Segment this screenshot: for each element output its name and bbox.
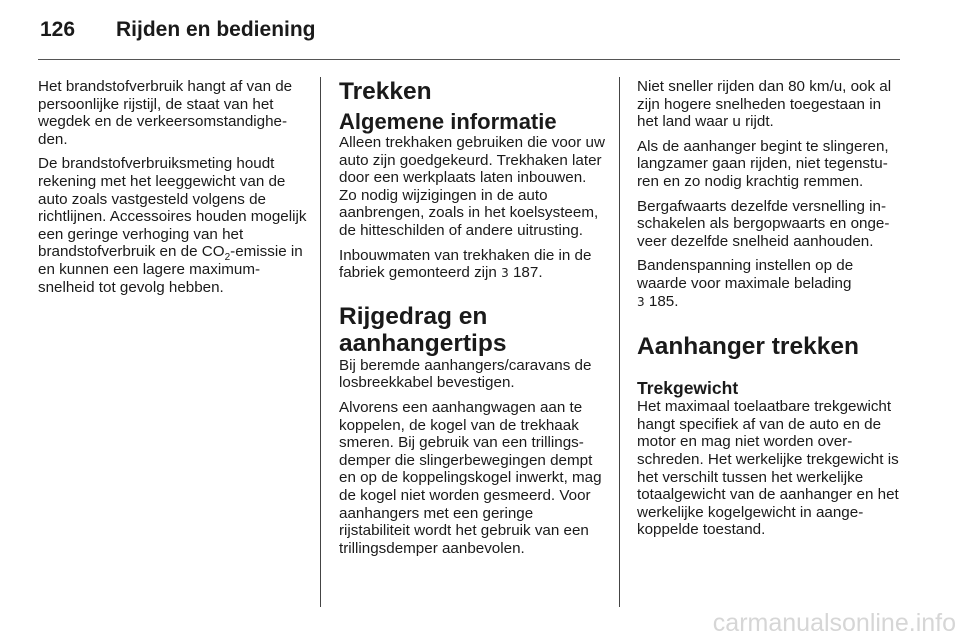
column-2 [339,78,607,564]
paragraph-fuel-consumption: Het brandstofverbruik hangt af van de persoonlijke rijstijl, de staat van het wegdek en de verkeersomstandigheden. [38,78,293,148]
page-reference-link[interactable]: 187. [512,264,543,282]
paragraph-tyre-pressure [637,257,903,311]
paragraph-towbar-dimensions [339,247,607,283]
paragraph-towbar: Alleen trekhaken gebruiken die voor uw auto zijn goedgekeurd. Trekhaken later door een werkplaats laten inbouwen. Zo nodig wijzigingen in de auto aanbrengen, zoals in het koelsysteem, de hitteschilden of andere uitrusting. [339,134,605,239]
header-divider [38,59,900,60]
page-reference-link[interactable]: 185. [648,292,679,310]
paragraph-downhill: Bergafwaarts dezelfde versnelling inschakelen als bergopwaarts en ongeveer dezelfde snelheid aanhouden. [637,197,890,250]
paragraph-breakaway-cable: Bij beremde aanhangers/caravans de losbreekkabel bevestigen. [339,356,592,392]
tyre-pressure-text: Bandenspanning instellen op de waarde voor maximale belading [637,257,854,292]
towbar-dimensions-text: Inbouwmaten van trekhaken die in de fabriek gemonteerd zijn [339,246,592,282]
paragraph-fuel-measurement [38,155,310,296]
column-3 [637,78,903,546]
subsection-title-general: Algemene informatie [339,109,557,134]
subsection-title-towing-weight: Trekgewicht [637,378,739,399]
fuel-measurement-text: De brandstofverbruiksmeting houdt rekening met het leeggewicht van de auto zoals vastgesteld volgens de richtlijnen. Accessoires houden mogelijk een geringe verhoging van het brandstofverbruik en de CO [38,155,307,261]
section-title-towing: Trekken [339,78,432,105]
page-reference-arrow-icon: 3 [637,294,645,309]
fuel-measurement-text-end: -emissie in en kunnen een lagere maximumsnelheid tot gevolg hebben. [38,243,303,296]
section-title-trailer-towing: Aanhanger trekken [637,333,859,361]
column-divider-2 [619,77,620,607]
page-reference-arrow-icon: 3 [501,266,509,281]
co2-subscript: 2 [224,252,231,264]
page-header [0,0,960,60]
paragraph-speed-limit: Niet sneller rijden dan 80 km/u, ook al zijn hogere snelheden toegestaan in het land waar u rijdt. [637,78,892,131]
paragraph-towing-weight: Het maximaal toelaatbare trekgewicht hangt specifiek af van de auto en de motor en mag niet worden overschreden. Het werkelijke trekgewicht is het verschilt tussen het werkelijke totaalgewicht van de aanhanger en het werkelijke kogelgewicht in aangekoppelde toestand. [637,398,899,539]
running-title: Rijden en bediening [116,18,316,41]
page-number: 126 [40,18,76,41]
section-title-driving-tips: Rijgedrag en aanhangertips [339,302,507,357]
paragraph-coupling-ball: Alvorens een aanhangwagen aan te koppelen, de kogel van de trekhaak smeren. Bij gebruik van een trillingsdemper die slingerbewegingen dempt en op de koppelingskogel inwerkt, mag de kogel niet worden gesmeerd. Voor aanhangers met een geringe rijstabiliteit wordt het gebruik van een trillingsdemper aanbevolen. [339,398,602,557]
column-divider-1 [320,77,321,607]
column-1 [38,78,310,303]
paragraph-swaying: Als de aanhanger begint te slingeren, langzamer gaan rijden, niet tegensturen en zo nodig krachtig remmen. [637,137,889,190]
watermark: carmanualsonline.info [712,609,956,637]
